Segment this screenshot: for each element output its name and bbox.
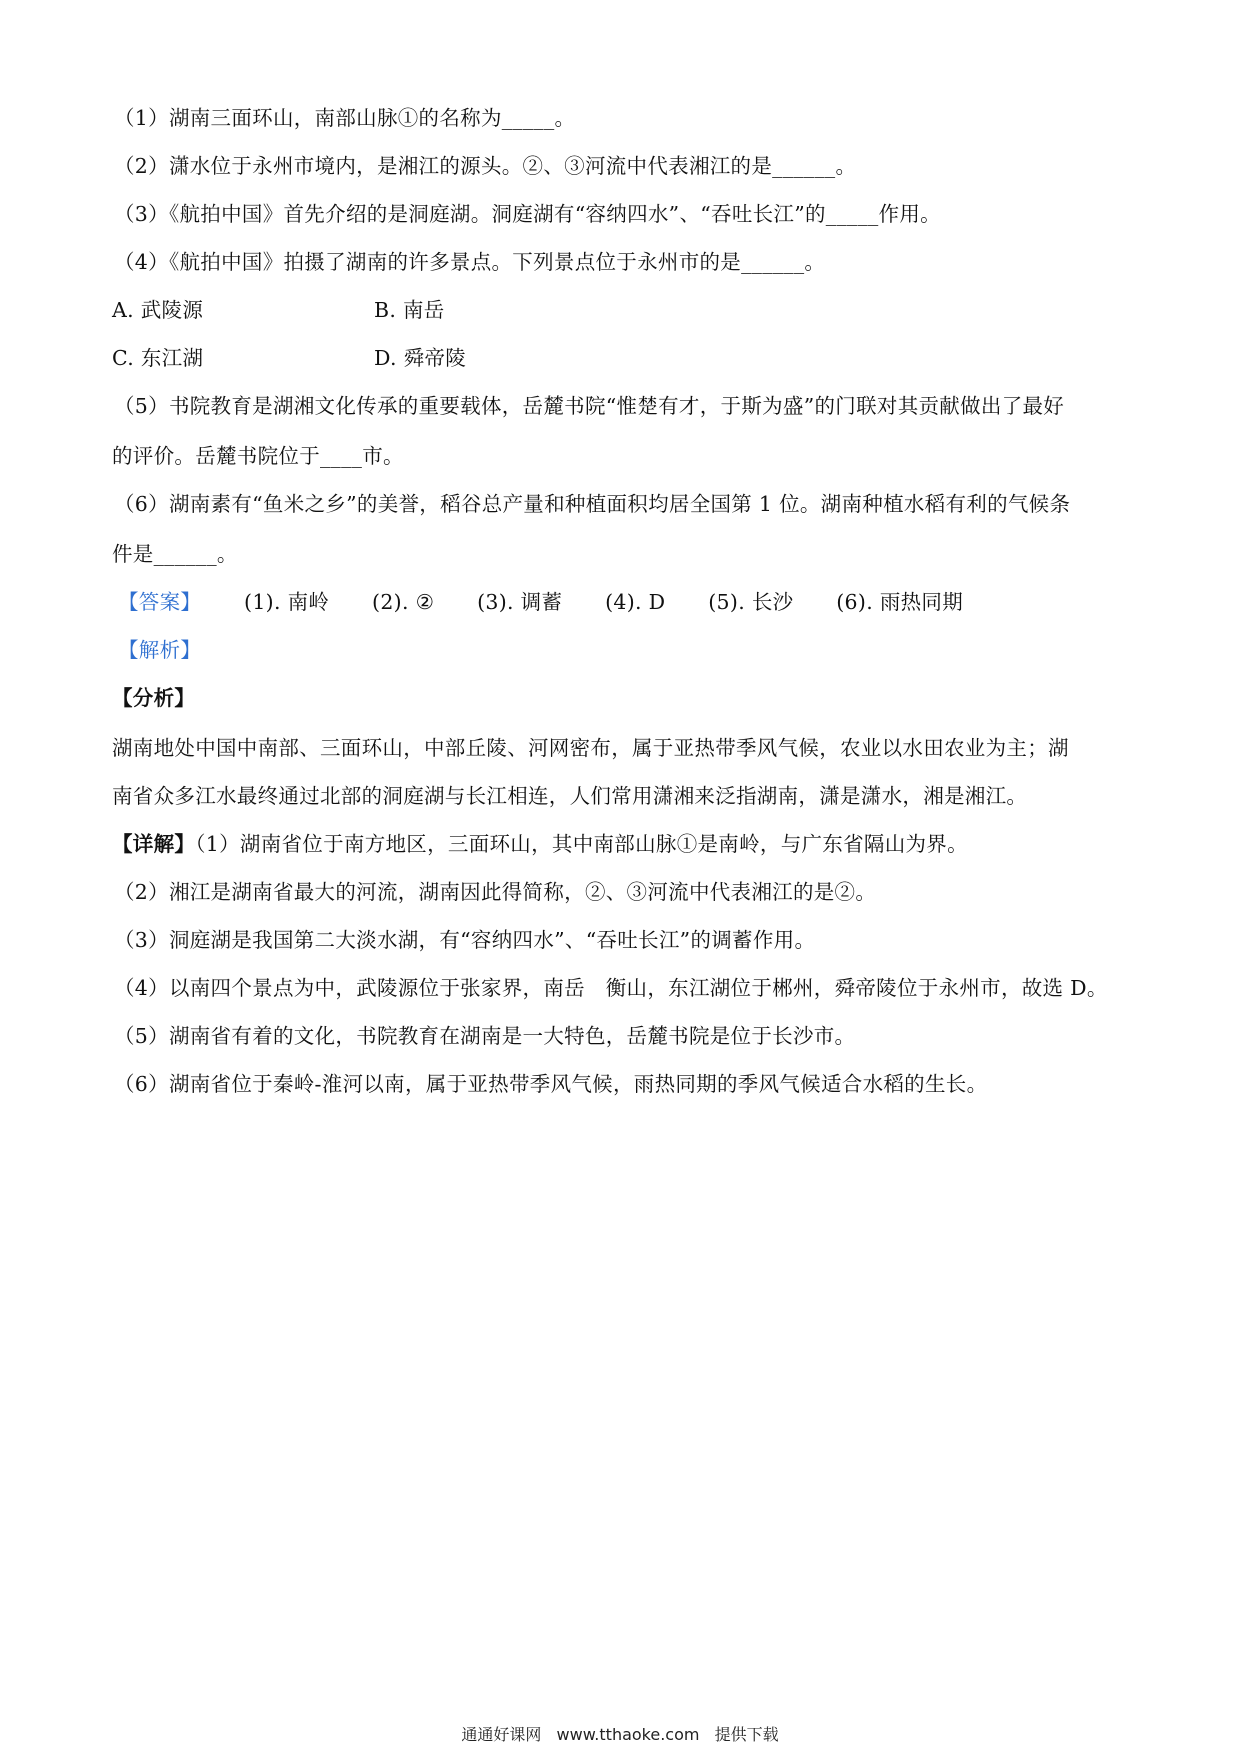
fenxi-label: 【分析】 [112, 686, 196, 710]
option-c: C. 东江湖 [112, 346, 204, 370]
option-a: A. 武陵源 [112, 298, 204, 322]
question-2: （2）潇水位于永州市境内，是湘江的源头。②、③河流中代表湘江的是______。 [114, 154, 857, 178]
detail-line-4: （4）以南四个景点为中，武陵源位于张家界，南岳 衡山，东江湖位于郴州，舜帝陵位于永州市，故选 D。 [114, 976, 1108, 1000]
detail-line-5: （5）湖南省有着的文化，书院教育在湖南是一大特色，岳麓书院是位于长沙市。 [114, 1024, 856, 1048]
answer-item-3: (3). 调蓄 [477, 590, 563, 614]
answer-item-1: (1). 南岭 [244, 590, 330, 614]
question-5-line-2: 的评价。岳麓书院位于____市。 [112, 444, 404, 468]
answer-item-2: (2). ② [372, 590, 435, 614]
question-5-line-1: （5）书院教育是湖湘文化传承的重要载体，岳麓书院“惟楚有才，于斯为盛”的门联对其贡献做出了最好 [114, 394, 1065, 418]
question-1: （1）湖南三面环山，南部山脉①的名称为_____。 [114, 106, 576, 130]
option-b: B. 南岳 [374, 298, 445, 322]
page-footer [0, 1722, 1240, 1745]
detail-line-3: （3）洞庭湖是我国第二大淡水湖，有“容纳四水”、“吞吐长江”的调蓄作用。 [114, 928, 816, 952]
option-d: D. 舜帝陵 [374, 346, 467, 370]
answer-item-4: (4). D [605, 590, 666, 614]
answer-row [118, 586, 1138, 618]
analysis-label: 【解析】 [118, 638, 202, 662]
detail-line-6: （6）湖南省位于秦岭-淮河以南，属于亚热带季风气候，雨热同期的季风气候适合水稻的生长。 [114, 1072, 988, 1096]
footer-url[interactable]: www.tthaoke.com [556, 1725, 700, 1744]
question-4: （4）《航拍中国》拍摄了湖南的许多景点。下列景点位于永州市的是______。 [114, 250, 826, 274]
answer-item-6: (6). 雨热同期 [836, 590, 964, 614]
question-3: （3）《航拍中国》首先介绍的是洞庭湖。洞庭湖有“容纳四水”、“吞吐长江”的_____作用。 [114, 202, 941, 226]
fenxi-line-2: 南省众多江水最终通过北部的洞庭湖与长江相连，人们常用潇湘来泛指湖南，潇是潇水，湘是湘江。 [112, 784, 1028, 808]
footer-download: 提供下载 [714, 1725, 779, 1744]
fenxi-line-1: 湖南地处中国中南部、三面环山，中部丘陵、河网密布，属于亚热带季风气候，农业以水田农业为主；湖 [112, 736, 1069, 760]
detail-label: 【详解】 [112, 832, 196, 856]
detail-1-text: （1）湖南省位于南方地区，三面环山，其中南部山脉①是南岭，与广东省隔山为界。 [195, 832, 968, 856]
footer-site-name: 通通好课网 [461, 1725, 542, 1744]
question-6-line-1: （6）湖南素有“鱼米之乡”的美誉，稻谷总产量和种植面积均居全国第 1 位。湖南种植水稻有利的气候条 [114, 492, 1071, 516]
answer-item-5: (5). 长沙 [708, 590, 794, 614]
detail-line-1 [112, 828, 1132, 860]
answer-label: 【答案】 [118, 590, 202, 614]
question-6-line-2: 件是______。 [112, 542, 238, 566]
detail-line-2: （2）湘江是湖南省最大的河流，湖南因此得简称，②、③河流中代表湘江的是②。 [114, 880, 877, 904]
